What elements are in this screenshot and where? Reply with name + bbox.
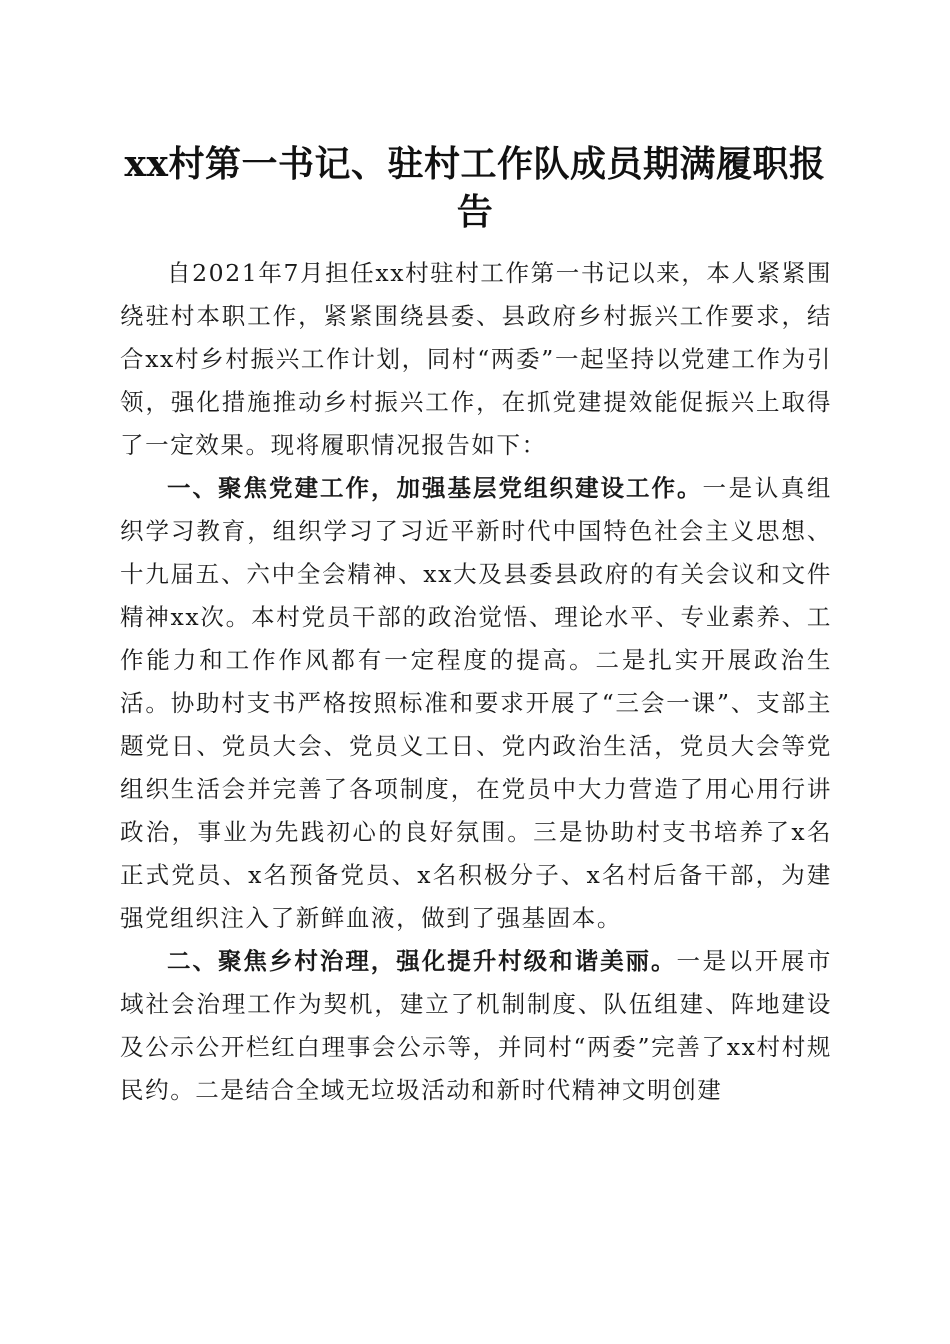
section-paragraph-2 [120,940,832,1112]
document-body [120,252,832,1112]
section-heading-1: 一、聚焦党建工作，加强基层党组织建设工作。 [167,474,703,502]
section-text-2: 一是以开展市域社会治理工作为契机，建立了机制制度、队伍组建、阵地建设及公示公开栏红白理事会公示等，并同村“两委”完善了xx村村规民约。二是结合全域无垃圾活动和新时代精神文明创建 [120,947,832,1104]
section-heading-2: 二、聚焦乡村治理，强化提升村级和谐美丽。 [167,947,677,975]
intro-paragraph: 自2021年7月担任xx村驻村工作第一书记以来，本人紧紧围绕驻村本职工作，紧紧围绕县委、县政府乡村振兴工作要求，结合xx村乡村振兴工作计划，同村“两委”一起坚持以党建工作为引领，强化措施推动乡村振兴工作，在抓党建提效能促振兴上取得了一定效果。现将履职情况报告如下： [120,259,832,459]
document-title: xx村第一书记、驻村工作队成员期满履职报告 [124,143,826,233]
section-text-1: 一是认真组织学习教育，组织学习了习近平新时代中国特色社会主义思想、十九届五、六中全会精神、xx大及县委县政府的有关会议和文件精神xx次。本村党员干部的政治觉悟、理论水平、专业素养、工作能力和工作作风都有一定程度的提高。二是扎实开展政治生活。协助村支书严格按照标准和要求开展了“三会一课”、支部主题党日、党员大会、党员义工日、党内政治生活，党员大会等党组织生活会并完善了各项制度，在党员中大力营造了用心用行讲政治，事业为先践初心的良好氛围。三是协助村支书培养了x名正式党员、x名预备党员、x名积极分子、x名村后备干部，为建强党组织注入了新鲜血液，做到了强基固本。 [120,474,832,932]
section-paragraph-1 [120,467,832,940]
